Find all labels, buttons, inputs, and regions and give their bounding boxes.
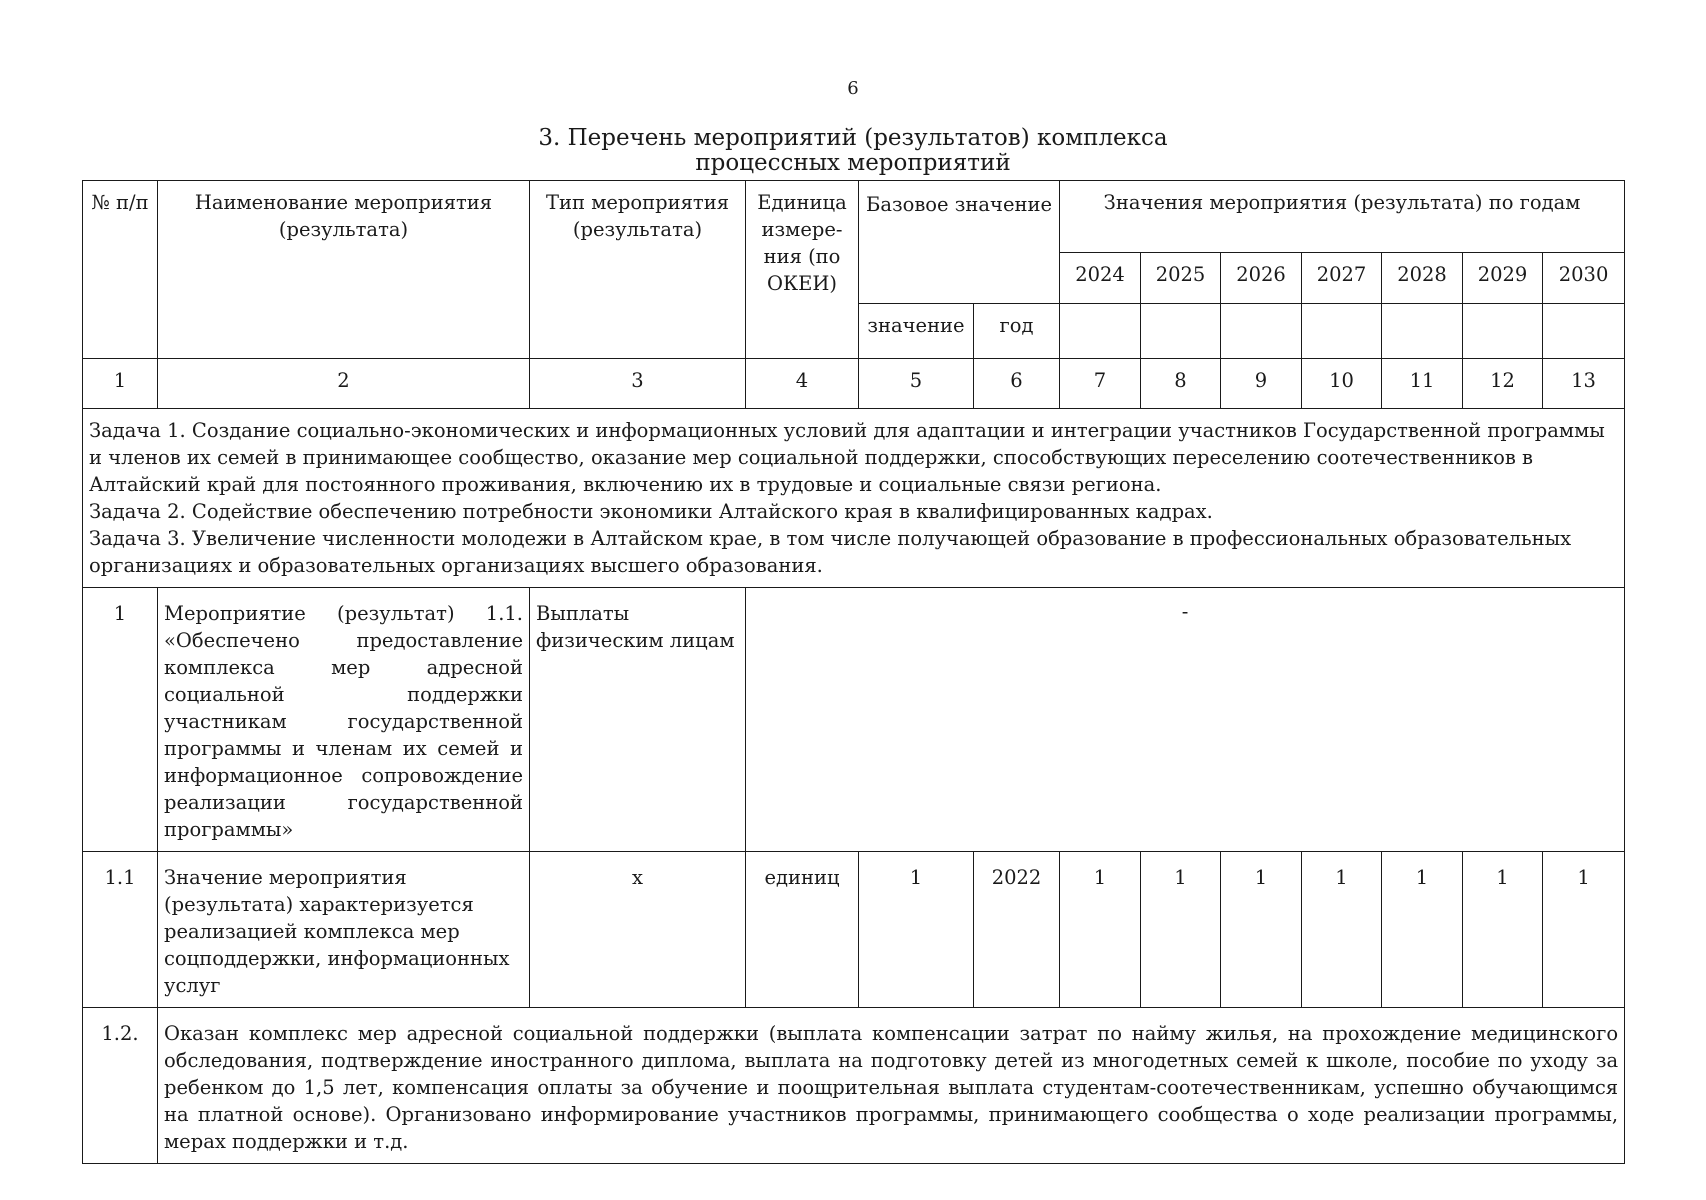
indicator-type: х — [530, 852, 746, 1008]
column-index: 7 — [1060, 359, 1141, 409]
indicator-num: 1.1 — [83, 852, 158, 1008]
indicator-base-value: 1 — [859, 852, 974, 1008]
indicator-value-2028: 1 — [1382, 852, 1463, 1008]
page-number: 6 — [847, 78, 859, 99]
header-year-spacer — [1382, 304, 1463, 359]
column-index: 1 — [83, 359, 158, 409]
header-row-1 — [83, 181, 1625, 253]
header-year-2030: 2030 — [1543, 253, 1625, 304]
column-index: 8 — [1141, 359, 1221, 409]
tasks-cell — [83, 409, 1625, 588]
indicator-value-2029: 1 — [1463, 852, 1543, 1008]
description-text: Оказан комплекс мер адресной социальной поддержки (выплата компенсации затрат по найму жилья, на прохождение медицинского обследования, подтверждение иностранного диплома, выплата на подготовку детей из многодетных семей к школе, пособие по уходу за ребенком до 1,5 лет, компенсация оплаты за обучение и поощрительная выплата студентам-соотечественникам, успешно обучающимся на платной основе). Организовано информирование участников программы, принимающего сообщества о ходе реализации программы, мерах поддержки и т.д. — [158, 1008, 1625, 1164]
header-year-2024: 2024 — [1060, 253, 1141, 304]
header-year-spacer — [1302, 304, 1382, 359]
header-year-spacer — [1141, 304, 1221, 359]
section-title-line1: 3. Перечень мероприятий (результатов) комплекса — [538, 125, 1168, 151]
indicator-value-2024: 1 — [1060, 852, 1141, 1008]
activity-type: Выплаты физическим лицам — [530, 588, 746, 852]
column-index-row — [83, 359, 1625, 409]
indicator-base-year: 2022 — [974, 852, 1060, 1008]
tasks-row — [83, 409, 1625, 588]
header-year-2026: 2026 — [1221, 253, 1302, 304]
header-num: № п/п — [83, 181, 158, 359]
indicator-value-2025: 1 — [1141, 852, 1221, 1008]
section-title — [0, 126, 1706, 176]
indicator-unit: единиц — [746, 852, 859, 1008]
column-index: 12 — [1463, 359, 1543, 409]
header-years-group: Значения мероприятия (результата) по годам — [1060, 181, 1625, 253]
header-base-value: значение — [859, 304, 974, 359]
indicator-value-2030: 1 — [1543, 852, 1625, 1008]
activity-name: Мероприятие (результат) 1.1. «Обеспечено предоставление комплекса мер адресной социальной поддержки участникам государственной программы и членам их семей и информационное сопровождение реализации государственной программы» — [158, 588, 530, 852]
indicator-value-2027: 1 — [1302, 852, 1382, 1008]
header-year-spacer — [1060, 304, 1141, 359]
task-1: Задача 1. Создание социально-экономических и информационных условий для адаптации и интеграции участников Государственной программы и членов их семей в принимающее сообщество, оказание мер социальной поддержки, способствующих переселению соотечественников в Алтайский край для постоянного проживания, включению их в трудовые и социальные связи региона. — [89, 419, 1605, 496]
column-index: 13 — [1543, 359, 1625, 409]
column-index: 4 — [746, 359, 859, 409]
task-2: Задача 2. Содействие обеспечению потребности экономики Алтайского края в квалифицированных кадрах. — [89, 500, 1213, 523]
header-year-spacer — [1543, 304, 1625, 359]
activity-row-1 — [83, 588, 1625, 852]
header-year-spacer — [1463, 304, 1543, 359]
header-year-2029: 2029 — [1463, 253, 1543, 304]
indicator-name: Значение мероприятия (результата) характеризуется реализацией комплекса мер соцподдержки, информационных услуг — [158, 852, 530, 1008]
column-index: 3 — [530, 359, 746, 409]
activity-row-1-2 — [83, 1008, 1625, 1164]
activities-table — [82, 180, 1625, 1164]
task-3: Задача 3. Увеличение численности молодежи в Алтайском крае, в том числе получающей образование в профессиональных образовательных организациях и образовательных организациях высшего образования. — [89, 527, 1572, 577]
column-index: 11 — [1382, 359, 1463, 409]
header-base-year: год — [974, 304, 1060, 359]
header-year-2025: 2025 — [1141, 253, 1221, 304]
description-num: 1.2. — [83, 1008, 158, 1164]
header-year-2027: 2027 — [1302, 253, 1382, 304]
column-index: 5 — [859, 359, 974, 409]
header-name: Наименование мероприятия (результата) — [158, 181, 530, 359]
activity-row-1-1 — [83, 852, 1625, 1008]
column-index: 9 — [1221, 359, 1302, 409]
header-year-spacer — [1221, 304, 1302, 359]
header-year-2028: 2028 — [1382, 253, 1463, 304]
header-unit: Единица измере-ния (по ОКЕИ) — [746, 181, 859, 359]
column-index: 10 — [1302, 359, 1382, 409]
header-base: Базовое значение — [859, 181, 1060, 304]
activity-num: 1 — [83, 588, 158, 852]
header-type: Тип мероприятия (результата) — [530, 181, 746, 359]
activity-values: - — [746, 588, 1625, 852]
column-index: 2 — [158, 359, 530, 409]
indicator-value-2026: 1 — [1221, 852, 1302, 1008]
column-index: 6 — [974, 359, 1060, 409]
section-title-line2: процессных мероприятий — [695, 150, 1011, 176]
